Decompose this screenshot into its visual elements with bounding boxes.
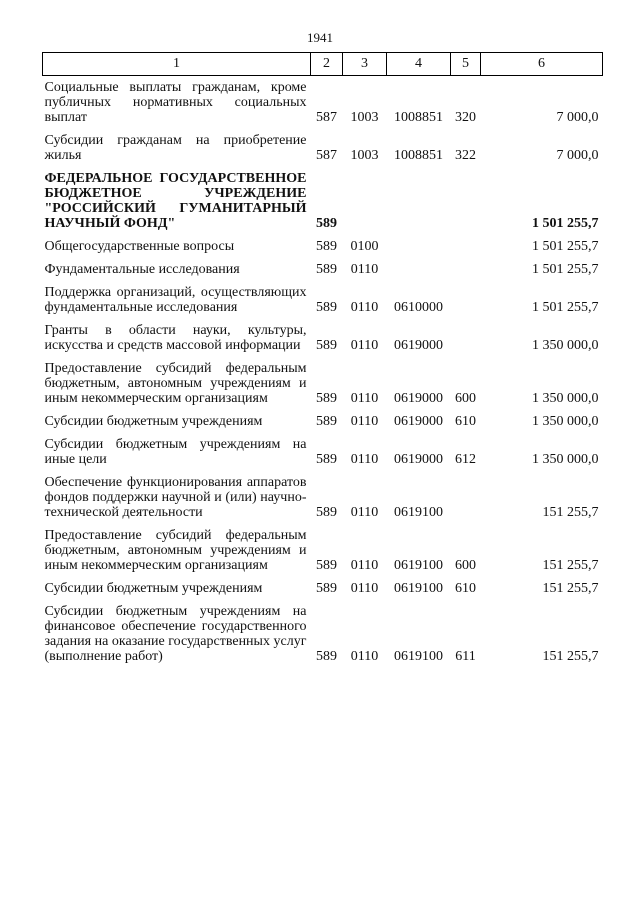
row-expense-type: 320 [455, 110, 476, 125]
table-row [43, 285, 603, 323]
row-name: Предоставление субсидий федеральным бюджетным, автономным учреждениям и иным некоммерческим организациям [44, 361, 307, 406]
row-name: Предоставление субсидий федеральным бюджетным, автономным учреждениям и иным некоммерческим организациям [44, 528, 307, 573]
table-row [43, 604, 603, 672]
row-name: Фундаментальные исследования [44, 262, 240, 277]
row-amount: 1 501 255,7 [532, 239, 599, 254]
row-amount: 1 350 000,0 [532, 338, 599, 353]
row-amount: 151 255,7 [542, 558, 599, 573]
row-section [343, 171, 387, 239]
table-row [43, 323, 603, 361]
table-row [43, 76, 603, 134]
row-section: 0110 [350, 338, 379, 353]
row-name: Субсидии бюджетным учреждениям на иные цели [44, 437, 307, 467]
row-target-article [387, 171, 451, 239]
row-amount: 1 501 255,7 [532, 262, 599, 277]
row-section: 1003 [350, 110, 379, 125]
row-ved: 589 [316, 452, 337, 467]
column-header-2: 2 [311, 53, 343, 76]
row-ved: 589 [316, 216, 337, 231]
row-ved: 589 [316, 239, 337, 254]
row-expense-type: 610 [455, 581, 476, 596]
row-amount: 151 255,7 [542, 649, 599, 664]
row-section: 0110 [350, 414, 379, 429]
row-ved: 587 [316, 148, 337, 163]
row-target-article [387, 239, 451, 262]
table-row [43, 361, 603, 414]
row-target-article: 0610000 [394, 300, 443, 315]
row-name: Обеспечение функционирования аппаратов фондов поддержки научной и (или) научно-технической деятельности [44, 475, 307, 520]
table-row [43, 171, 603, 239]
row-target-article: 1008851 [394, 110, 443, 125]
row-section: 0110 [350, 558, 379, 573]
row-target-article: 1008851 [394, 148, 443, 163]
row-amount: 151 255,7 [542, 505, 599, 520]
table-body [43, 76, 603, 673]
row-target-article: 0619100 [394, 649, 443, 664]
column-header-3: 3 [343, 53, 387, 76]
row-section: 0110 [350, 581, 379, 596]
column-header-6: 6 [481, 53, 603, 76]
row-amount: 1 501 255,7 [532, 300, 599, 315]
row-expense-type [451, 475, 481, 528]
row-name: Гранты в области науки, культуры, искусства и средств массовой информации [44, 323, 307, 353]
row-amount: 151 255,7 [542, 581, 599, 596]
row-expense-type: 610 [455, 414, 476, 429]
row-section: 0110 [350, 262, 379, 277]
row-expense-type: 612 [455, 452, 476, 467]
row-name: Субсидии гражданам на приобретение жилья [44, 133, 307, 163]
row-ved: 589 [316, 391, 337, 406]
row-section: 0110 [350, 391, 379, 406]
row-ved: 589 [316, 262, 337, 277]
table-row [43, 581, 603, 604]
row-name: Субсидии бюджетным учреждениям [44, 581, 263, 596]
row-expense-type [451, 171, 481, 239]
row-section: 0110 [350, 505, 379, 520]
row-name: Социальные выплаты гражданам, кроме публичных нормативных социальных выплат [44, 80, 307, 125]
row-expense-type [451, 239, 481, 262]
table-row [43, 133, 603, 171]
row-expense-type: 600 [455, 391, 476, 406]
row-section: 1003 [350, 148, 379, 163]
row-target-article: 0619100 [394, 505, 443, 520]
row-amount: 7 000,0 [556, 148, 599, 163]
row-section: 0110 [350, 649, 379, 664]
row-expense-type: 600 [455, 558, 476, 573]
row-target-article: 0619000 [394, 414, 443, 429]
row-amount: 1 350 000,0 [532, 414, 599, 429]
row-name: Субсидии бюджетным учреждениям на финансовое обеспечение государственного задания на оказание государственных услуг (выполнение работ) [44, 604, 307, 664]
row-ved: 587 [316, 110, 337, 125]
budget-table [42, 52, 603, 672]
row-expense-type: 611 [455, 649, 476, 664]
row-target-article: 0619000 [394, 452, 443, 467]
table-row [43, 437, 603, 475]
column-header-5: 5 [451, 53, 481, 76]
row-ved: 589 [316, 300, 337, 315]
row-name: ФЕДЕРАЛЬНОЕ ГОСУДАРСТВЕННОЕ БЮДЖЕТНОЕ УЧРЕЖДЕНИЕ "РОССИЙСКИЙ ГУМАНИТАРНЫЙ НАУЧНЫЙ ФОНД" [44, 171, 307, 231]
row-expense-type [451, 262, 481, 285]
row-name: Поддержка организаций, осуществляющих фундаментальные исследования [44, 285, 307, 315]
row-ved: 589 [316, 649, 337, 664]
row-target-article: 0619000 [394, 391, 443, 406]
row-expense-type [451, 323, 481, 361]
row-section: 0110 [350, 300, 379, 315]
row-ved: 589 [316, 505, 337, 520]
row-target-article: 0619100 [394, 581, 443, 596]
row-target-article: 0619100 [394, 558, 443, 573]
row-amount: 7 000,0 [556, 110, 599, 125]
table-row [43, 475, 603, 528]
row-target-article [387, 262, 451, 285]
row-name: Субсидии бюджетным учреждениям [44, 414, 263, 429]
row-ved: 589 [316, 338, 337, 353]
column-header-4: 4 [387, 53, 451, 76]
row-amount: 1 501 255,7 [532, 216, 599, 231]
row-section: 0100 [350, 239, 379, 254]
table-row [43, 414, 603, 437]
table-header [43, 53, 603, 76]
row-amount: 1 350 000,0 [532, 452, 599, 467]
row-ved: 589 [316, 414, 337, 429]
column-header-1: 1 [43, 53, 311, 76]
row-name: Общегосударственные вопросы [44, 239, 235, 254]
table-row [43, 239, 603, 262]
row-ved: 589 [316, 558, 337, 573]
row-section: 0110 [350, 452, 379, 467]
table-row [43, 528, 603, 581]
table-row [43, 262, 603, 285]
row-ved: 589 [316, 581, 337, 596]
row-target-article: 0619000 [394, 338, 443, 353]
row-expense-type: 322 [455, 148, 476, 163]
row-amount: 1 350 000,0 [532, 391, 599, 406]
row-expense-type [451, 285, 481, 323]
page-number: 1941 [307, 30, 333, 45]
